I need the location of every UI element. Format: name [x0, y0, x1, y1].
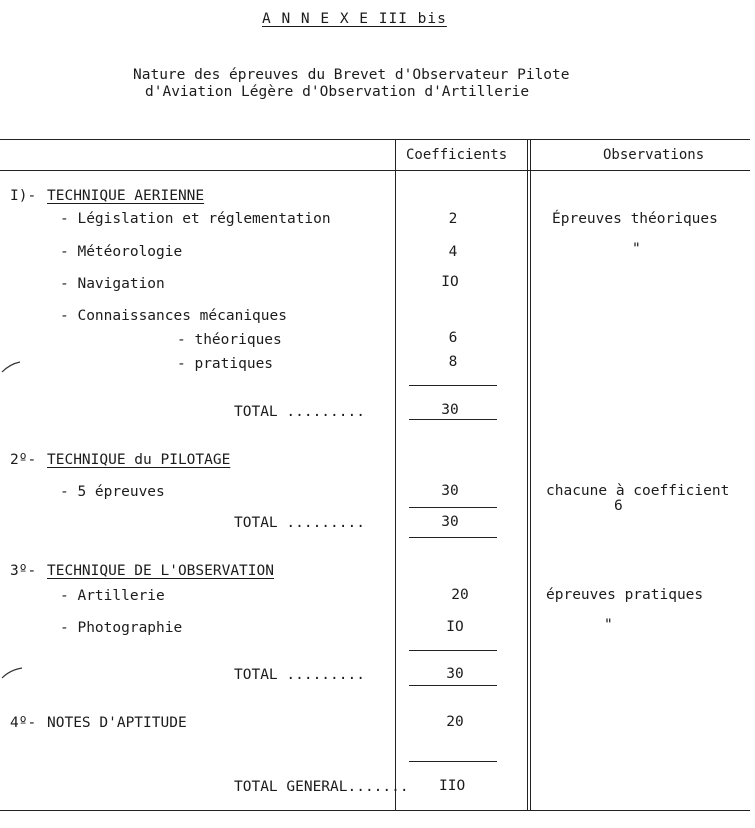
total-label: TOTAL ......... — [234, 515, 365, 531]
total-value: 30 — [441, 514, 459, 530]
row-label: - Artillerie — [60, 588, 165, 604]
subtotal-rule-bottom — [409, 537, 497, 538]
total-value: 30 — [446, 666, 464, 682]
row-observation: chacune à coefficient — [546, 483, 730, 499]
total-label: TOTAL ......... — [234, 404, 365, 420]
section-heading: NOTES D'APTITUDE — [47, 715, 187, 731]
section-number: 4º- — [10, 715, 37, 731]
column-divider-left — [395, 139, 396, 811]
row-observation-ditto: " — [632, 241, 641, 257]
row-label-sub: - théoriques — [177, 332, 282, 348]
total-label: TOTAL ......... — [234, 667, 365, 683]
header-coefficients: Coefficients — [406, 147, 508, 163]
total-value: 30 — [441, 402, 459, 418]
header-observations: Observations — [603, 147, 705, 163]
section-heading: TECHNIQUE DE L'OBSERVATION — [47, 563, 274, 579]
column-divider-right — [527, 139, 528, 811]
section-number: 2º- — [10, 452, 37, 468]
subtitle-line-2: d'Aviation Légère d'Observation d'Artillerie — [145, 84, 530, 100]
row-observation: Épreuves théoriques — [552, 211, 718, 227]
column-divider-right-double — [530, 139, 531, 811]
grand-total-label: TOTAL GENERAL....... — [234, 779, 409, 795]
section-heading: TECHNIQUE du PILOTAGE — [47, 452, 231, 468]
grand-total-value: IIO — [439, 778, 466, 794]
grand-total-rule — [409, 761, 497, 762]
table-header-rule — [0, 170, 750, 171]
row-label: - Législation et réglementation — [60, 211, 331, 227]
table-bottom-rule — [0, 810, 750, 811]
subtitle-line-1: Nature des épreuves du Brevet d'Observateur Pilote — [133, 67, 570, 83]
row-coefficient: IO — [446, 619, 464, 635]
section-number: 3º- — [10, 563, 37, 579]
table-top-rule — [0, 139, 750, 140]
section-number: I)- — [10, 188, 37, 204]
row-observation: épreuves pratiques — [546, 587, 704, 603]
row-label-sub: - pratiques — [177, 356, 274, 372]
subtotal-rule-bottom — [409, 419, 497, 420]
row-coefficient: 20 — [451, 587, 469, 603]
row-coefficient: 2 — [448, 211, 458, 227]
row-label: - Photographie — [60, 620, 183, 636]
row-label: - Connaissances mécaniques — [60, 308, 287, 324]
row-coefficient: IO — [441, 274, 459, 290]
scan-marks-decoration — [0, 360, 30, 690]
row-observation-ditto: " — [604, 617, 613, 633]
annex-title: A N N E X E III bis — [262, 11, 447, 27]
row-label: - Navigation — [60, 276, 165, 292]
row-label: - 5 épreuves — [60, 484, 165, 500]
subtotal-rule-top — [409, 385, 497, 386]
row-coefficient: 8 — [448, 354, 458, 370]
row-observation-line-2: 6 — [614, 498, 623, 514]
subtotal-rule-bottom — [409, 685, 497, 686]
row-label: - Météorologie — [60, 244, 183, 260]
row-coefficient: 30 — [441, 483, 459, 499]
subtotal-rule-top — [409, 507, 497, 508]
section-heading: TECHNIQUE AERIENNE — [47, 188, 205, 204]
row-coefficient: 4 — [448, 244, 458, 260]
row-coefficient: 20 — [446, 714, 464, 730]
subtotal-rule-top — [409, 650, 497, 651]
row-coefficient: 6 — [448, 330, 458, 346]
